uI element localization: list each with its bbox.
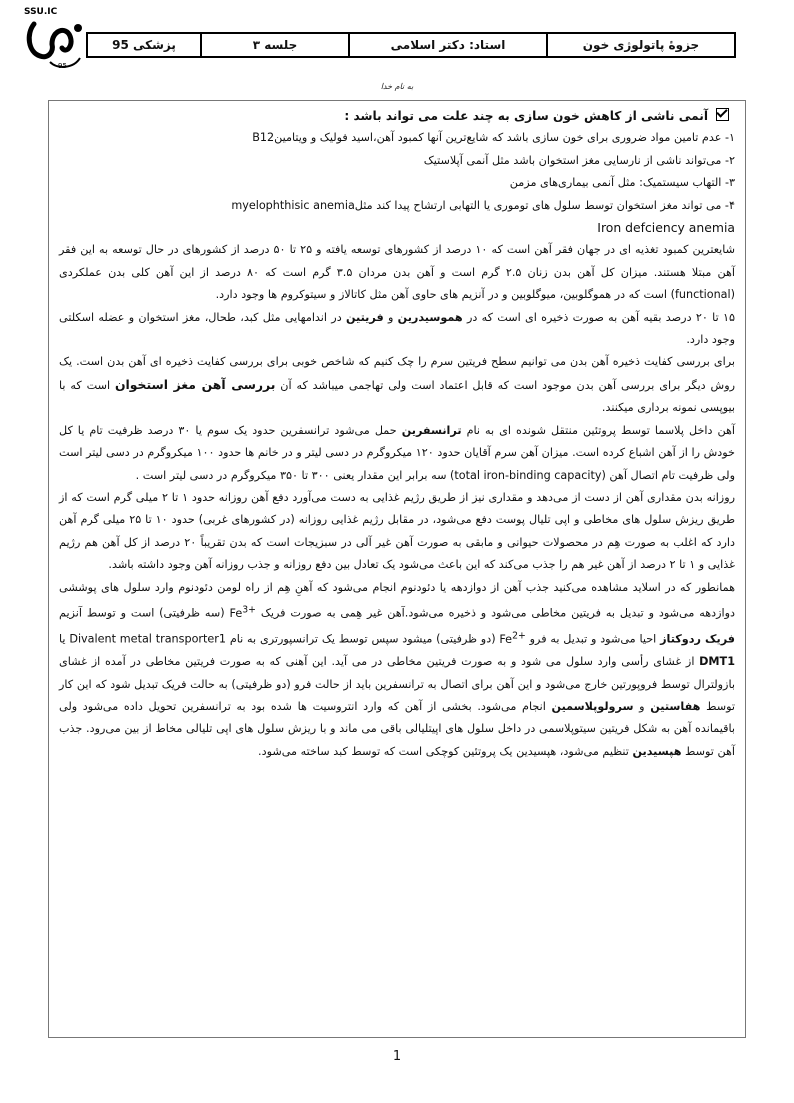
header-session: جلسه ۳ [202, 34, 350, 56]
list-item: ۳- التهاب سیستمیک: مثل آنمی بیماری‌های مزمن [509, 176, 735, 190]
paragraph: روزانه بدن مقداری آهن از دست از می‌دهد و مقداری نیز از طریق رژیم غذایی به دست می‌آورد دفع آهن روزانه حدود ۱ تا ۲ میلی گرم است که از طریق ریزش سلول های مخاطی و اپی تلیال پوست دفع می‌شود، در مقابل رژیم غذایی روزانه (در کشورهای غربی) حدود ۱۰ تا ۲۵ میلی گرم آهن دارد که اغلب به صورت هِم در محصولات حیوانی و مابقی به صورت آهن غیر آلی در سبزیجات است که بدن تقریباً ۲۰ درصد از کل آهن هم رژیم غذایی و ۱ تا ۲ درصد از آهن غیر هم را جذب می‌کند که این باعث می‌شود یک تعادل بین دفع روزانه و جذب روزانه آهن وجود داشته باشد. [59, 490, 736, 572]
paragraph: آهن داخل پلاسما توسط پروتئین منتقل شونده ای به نام ترانسفرین حمل می‌شود ترانسفرین حدود یک سوم یا ۳۰ درصد ظرفیت تام یا کل خودش را از آهن اشباع کرده است. میزان آهن سرم آقایان حدود ۱۲۰ میکروگرم در دسی لیتر و در خانم ها حدود ۱۰۰ میکروگرم در دسی لیتر است ولی ظرفیت تام اتصال آهن (total iron-binding capacity) سه برابر این مقدار یعنی ۳۰۰ تا ۳۵۰ میکروگرم در دسی لیتر است . [59, 423, 735, 482]
bismillah: به نام خدا [380, 82, 414, 91]
content-frame [48, 100, 746, 1038]
list-item: ۴- می تواند مغز استخوان توسط سلول های توموری یا التهابی ارتشاح پیدا کند مثلmyelophthisic anemia [231, 198, 735, 212]
paragraph: شایعترین کمبود تغذیه ای در جهان فقر آهن است که ۱۰ درصد از کشورهای توسعه یافته و ۲۵ تا ۵۰ درصد از کشورهای در حال توسعه به این فقر آهن مبتلا هستند. میزان کل آهن بدن زنان ۲.۵ گرم است و آهن بدن مردان ۳.۵ گرم است که ۸۰ درصد از این آهن کلی بدن عملکردی (functional) است که در هموگلوبین، میوگلوبین و در آنزیم های حاوی آهن مثل کاتالاز و سیتوکروم ها وجود دارد. [59, 243, 736, 302]
header-bar [86, 32, 736, 58]
list-item: ۲- می‌تواند ناشی از نارسایی مغز استخوان باشد مثل آنمی آپلاستیک [423, 153, 735, 167]
header-title: جزوهٔ پاتولوژی خون [582, 38, 700, 52]
logo-text: SSU.IC [24, 7, 58, 17]
paragraph: برای بررسی کفایت ذخیره آهن بدن می توانیم سطح فریتین سرم را چک کنیم که شاخص خوبی برای بررسی کفایت ذخیره ای آهن بدن است. یک روش دیگر برای بررسی آهن بدن موجود است که قابل اعتماد است ولی تهاجمی میباشد که آن بررسی آهن مغز استخوان است که با بیوپسی نمونه برداری میکنند. [59, 355, 735, 415]
section-title [59, 105, 735, 127]
heading-iron-deficiency: Iron defciency anemia [597, 220, 735, 236]
section-title-text: آنمی ناشی از کاهش خون سازی به چند علت می تواند باشد : [344, 109, 708, 123]
header-course: پزشکی 95 [88, 34, 202, 56]
header-teacher: استاد: دکتر اسلامی [350, 34, 548, 56]
logo [22, 4, 88, 72]
list-item: ۱- عدم تامین مواد ضروری برای خون سازی باشد که شایع‌ترین آنها کمبود آهن،اسید فولیک و ویتامینB12 [252, 131, 735, 145]
page-number: 1 [392, 1049, 402, 1064]
paragraph: ۱۵ تا ۲۰ درصد بقیه آهن به صورت ذخیره ای است که در هموسیدرین و فریتین در اندامهایی مثل کبد، طحال، مغز استخوان و عضله اسکلتی وجود دارد. [59, 310, 735, 347]
paragraph: همانطور که در اسلاید مشاهده می‌کنید جذب آهن از دوازدهه یا دئودنوم انجام می‌شود که آهنِ هِم از راه لومن دئودنوم وارد سلول های پوششی دوازدهه می‌شود و تبدیل به فریتین مخاطی می‌شود و ذخیره می‌شود.آهن غیر هِمی به صورت فریک $Fe^{3+}$ (سه ظرفیتی) است و توسط آنزیم فریک ردوکتاز احیا می‌شود و تبدیل به فرو $Fe^{2+}$ (دو ظرفیتی) میشود سپس توسط یک ترانسپورتری به نام Divalent metal transporter1 یا DMT1 از غشای رأسی وارد سلول می شود و به صورت فریتین مخاطی در می آید. این آهنی که به صورت فریتین مخاطی در آمده از غشای بازولترال توسط فروپورتین خارج می‌شود و این آهن برای اتصال به ترانسفرین باید از حالت فرو (دو ظرفیتی) به حالت فریک تبدیل شود که این کار توسط هفاستین و سرولوپلاسمین انجام می‌شود. بخشی از آهن که وارد انتروسیت ها شده بود به ترانسفرین تحویل داده می‌شود ولی باقیمانده آهن به شکل فریتین سیتوپلاسمی در داخل سلول های اپیتلیالی باقی می ماند و با ریزش سلول های اپی تلیالی مخاط از بین می‌رود. جذب آهن توسط هپسیدین تنظیم می‌شود، هپسیدین یک پروتئین کوچکی است که توسط کبد ساخته می‌شود. [59, 580, 735, 758]
logo-number: 95 [58, 62, 67, 70]
ssu-logo-graphic [22, 4, 88, 72]
checkbox-icon [716, 108, 729, 121]
